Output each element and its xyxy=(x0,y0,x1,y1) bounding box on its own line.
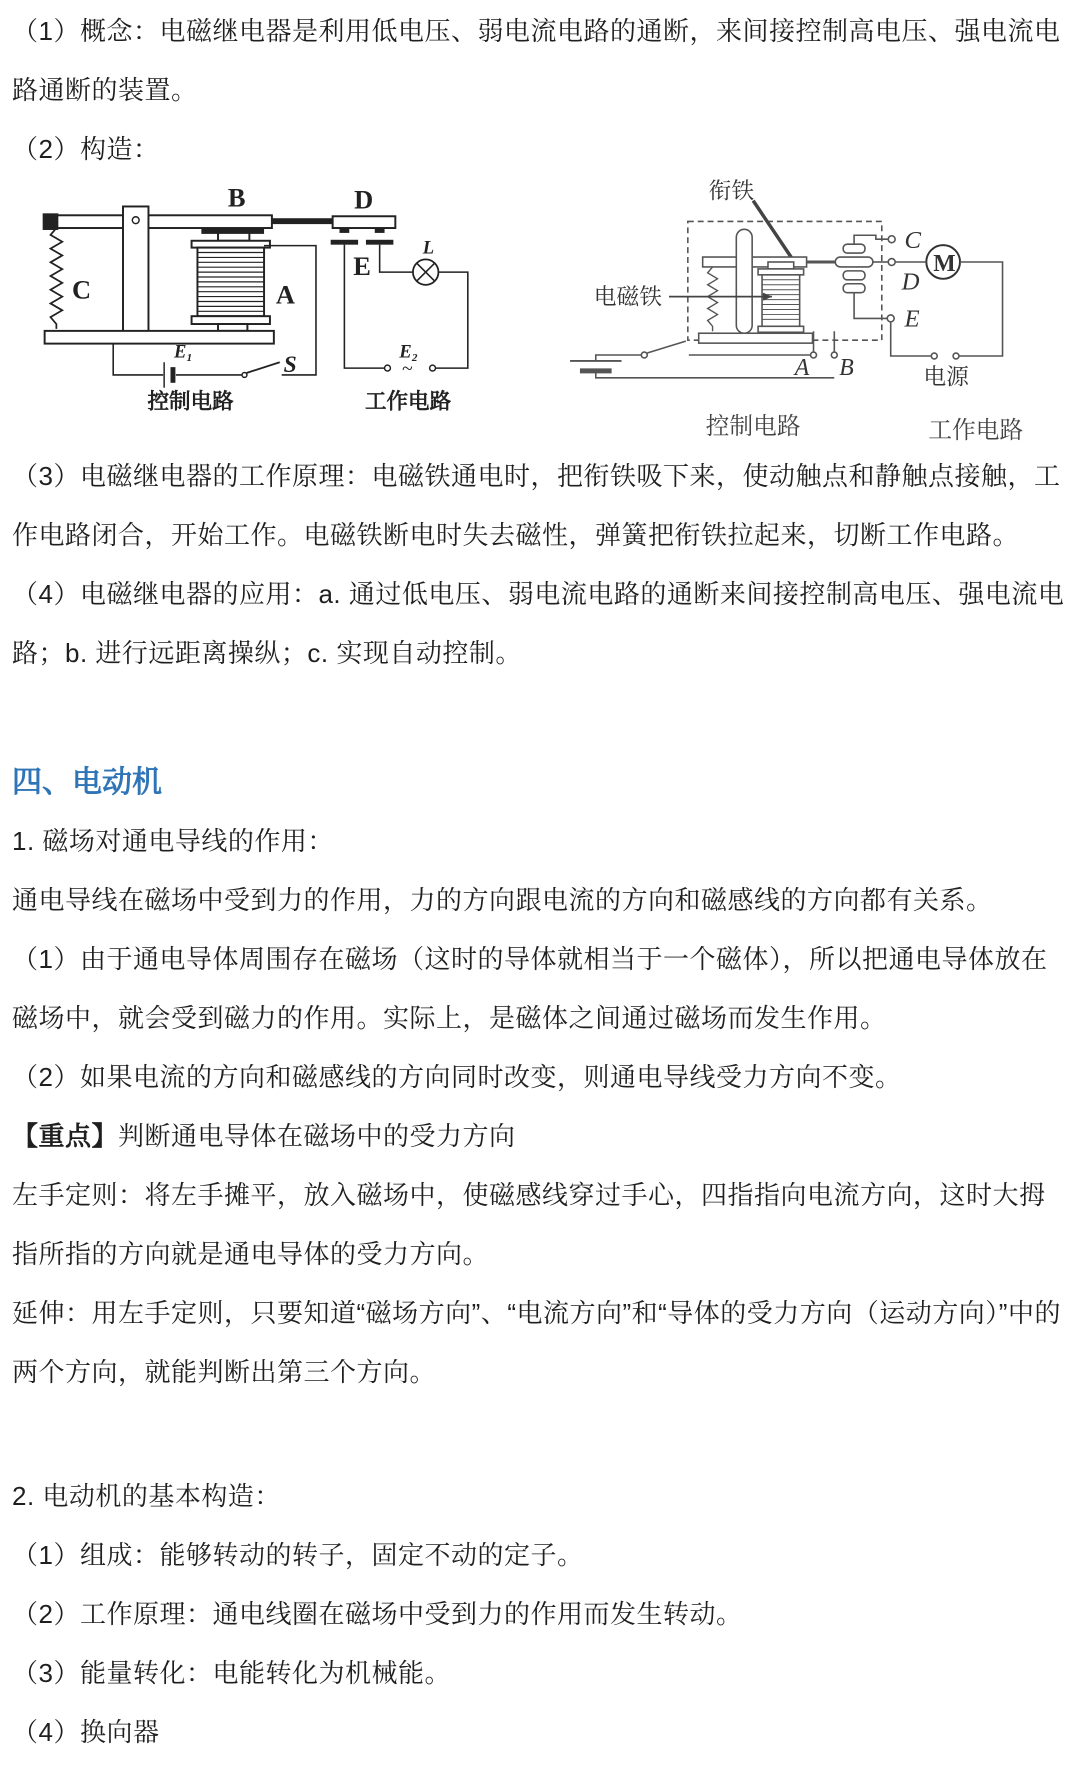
coil-core-bottom xyxy=(218,324,247,331)
link-rod xyxy=(272,218,333,224)
paragraph-motor-structure-title: 2. 电动机的基本构造： xyxy=(12,1481,281,1511)
paragraph-left-hand-rule: 左手定则：将左手摊平，放入磁场中，使磁感线穿过手心，四指指向电流方向，这时大拇指所指的方向就是通电导体的受力方向。 xyxy=(12,1180,1046,1269)
label-c: C xyxy=(72,274,92,305)
label-a: A xyxy=(275,279,295,310)
paragraph-principle: （3）电磁继电器的工作原理：电磁铁通电时，把衔铁吸下来，使动触点和静触点接触，工作电路闭合，开始工作。电磁铁断电时失去磁性，弹簧把衔铁拉起来，切断工作电路。 xyxy=(12,461,1061,550)
label-b: B xyxy=(227,182,246,213)
spring xyxy=(51,228,63,329)
relay-circuit-diagram xyxy=(542,165,1080,452)
pivot-hole xyxy=(132,217,139,224)
upper-contact-1 xyxy=(339,228,349,233)
coil-flange-top xyxy=(192,241,270,248)
armature-bar xyxy=(45,215,272,228)
paragraph-field-effect-title: 1. 磁场对通电导线的作用： xyxy=(12,826,334,856)
key-point-text: 判断通电导体在磁场中的受力方向 xyxy=(118,1121,516,1151)
armature-left-cap xyxy=(43,213,59,230)
caption-work-circuit: 工作电路 xyxy=(928,417,1024,445)
label-power: 电源 xyxy=(923,363,969,390)
terminal-a xyxy=(811,352,817,358)
power-terminal-1 xyxy=(953,353,959,359)
lower-contact-2 xyxy=(366,240,393,245)
paragraph-commutator: （4）换向器 xyxy=(12,1717,160,1747)
label-e: E xyxy=(904,305,920,333)
ac-terminal-2 xyxy=(430,365,436,371)
label-b: B xyxy=(839,354,854,381)
base-bar xyxy=(45,331,274,344)
paragraph-field-point-1: （1）由于通电导体周围存在磁场（这时的导体就相当于一个磁体），所以把通电导体放在磁场中，就会受到磁力的作用。实际上，是磁体之间通过磁场而发生作用。 xyxy=(12,944,1048,1033)
relay-structure-diagram xyxy=(17,181,517,421)
paragraph-concept: （1）概念：电磁继电器是利用低电压、弱电流电路的通断，来间接控制高电压、强电流电路通断的装置。 xyxy=(12,16,1061,105)
ac-tilde: ~ xyxy=(402,358,413,380)
contact-bar-d xyxy=(333,216,396,228)
label-armature: 衔铁 xyxy=(708,177,755,204)
paragraph-motor-principle: （2）工作原理：通电线圈在磁场中受到力的作用而发生转动。 xyxy=(12,1599,743,1629)
label-e1: E₁ xyxy=(173,341,193,363)
contact-stack xyxy=(807,244,873,292)
label-c: C xyxy=(904,227,922,255)
coil-core-top xyxy=(218,233,249,241)
ac-terminal-1 xyxy=(385,365,391,371)
paragraph-extension: 延伸：用左手定则，只要知道“磁场方向”、“电流方向”和“导体的受力方向（运动方向）”中的两个方向，就能判断出第三个方向。 xyxy=(12,1298,1061,1387)
power-terminal-2 xyxy=(931,353,937,359)
switch-pivot xyxy=(641,352,647,358)
paragraph-key-point xyxy=(12,1107,1070,1166)
terminal-d xyxy=(888,259,895,266)
relay-internals xyxy=(699,229,813,343)
switch-lever xyxy=(647,341,686,353)
label-e: E xyxy=(353,251,371,282)
label-e2: E₂ xyxy=(399,341,419,363)
switch-pivot xyxy=(242,373,247,378)
label-m: M xyxy=(933,250,956,277)
armature-leader-line xyxy=(753,201,792,258)
caption-control-circuit: 控制电路 xyxy=(147,388,234,414)
pivot-post xyxy=(123,206,148,332)
key-point-tag: 【重点】 xyxy=(12,1121,119,1151)
label-l: L xyxy=(422,237,435,259)
label-d: D xyxy=(354,184,374,215)
figures xyxy=(12,179,1070,447)
upper-contact-2 xyxy=(375,228,385,233)
terminal-e xyxy=(887,315,894,322)
paragraph-motor-parts: （1）组成：能够转动的转子，固定不动的定子。 xyxy=(12,1540,584,1570)
caption-work-circuit: 工作电路 xyxy=(364,388,452,414)
label-s: S xyxy=(283,352,297,379)
switch-lever xyxy=(246,362,279,373)
paragraph-field-point-2: （2）如果电流的方向和磁感线的方向同时改变，则通电导线受力方向不变。 xyxy=(12,1062,902,1092)
paragraph-application: （4）电磁继电器的应用：a. 通过低电压、弱电流电路的通断来间接控制高电压、强电流电路；b. 进行远距离操纵；c. 实现自动控制。 xyxy=(12,579,1065,668)
paragraph-energy-conversion: （3）能量转化：电能转化为机械能。 xyxy=(12,1658,451,1688)
coil-flange-bottom xyxy=(192,316,270,324)
label-a: A xyxy=(794,354,810,381)
caption-control-circuit: 控制电路 xyxy=(705,413,801,441)
lower-contact-1 xyxy=(331,240,358,245)
section-heading-motor: 四、电动机 xyxy=(12,766,162,799)
paragraph-structure: （2）构造： xyxy=(12,134,160,164)
paragraph-field-effect: 通电导线在磁场中受到力的作用，力的方向跟电流的方向和磁感线的方向都有关系。 xyxy=(12,885,993,915)
terminal-b xyxy=(831,352,837,358)
label-electromagnet: 电磁铁 xyxy=(593,283,663,310)
terminal-c xyxy=(888,236,895,243)
label-d: D xyxy=(901,268,920,296)
